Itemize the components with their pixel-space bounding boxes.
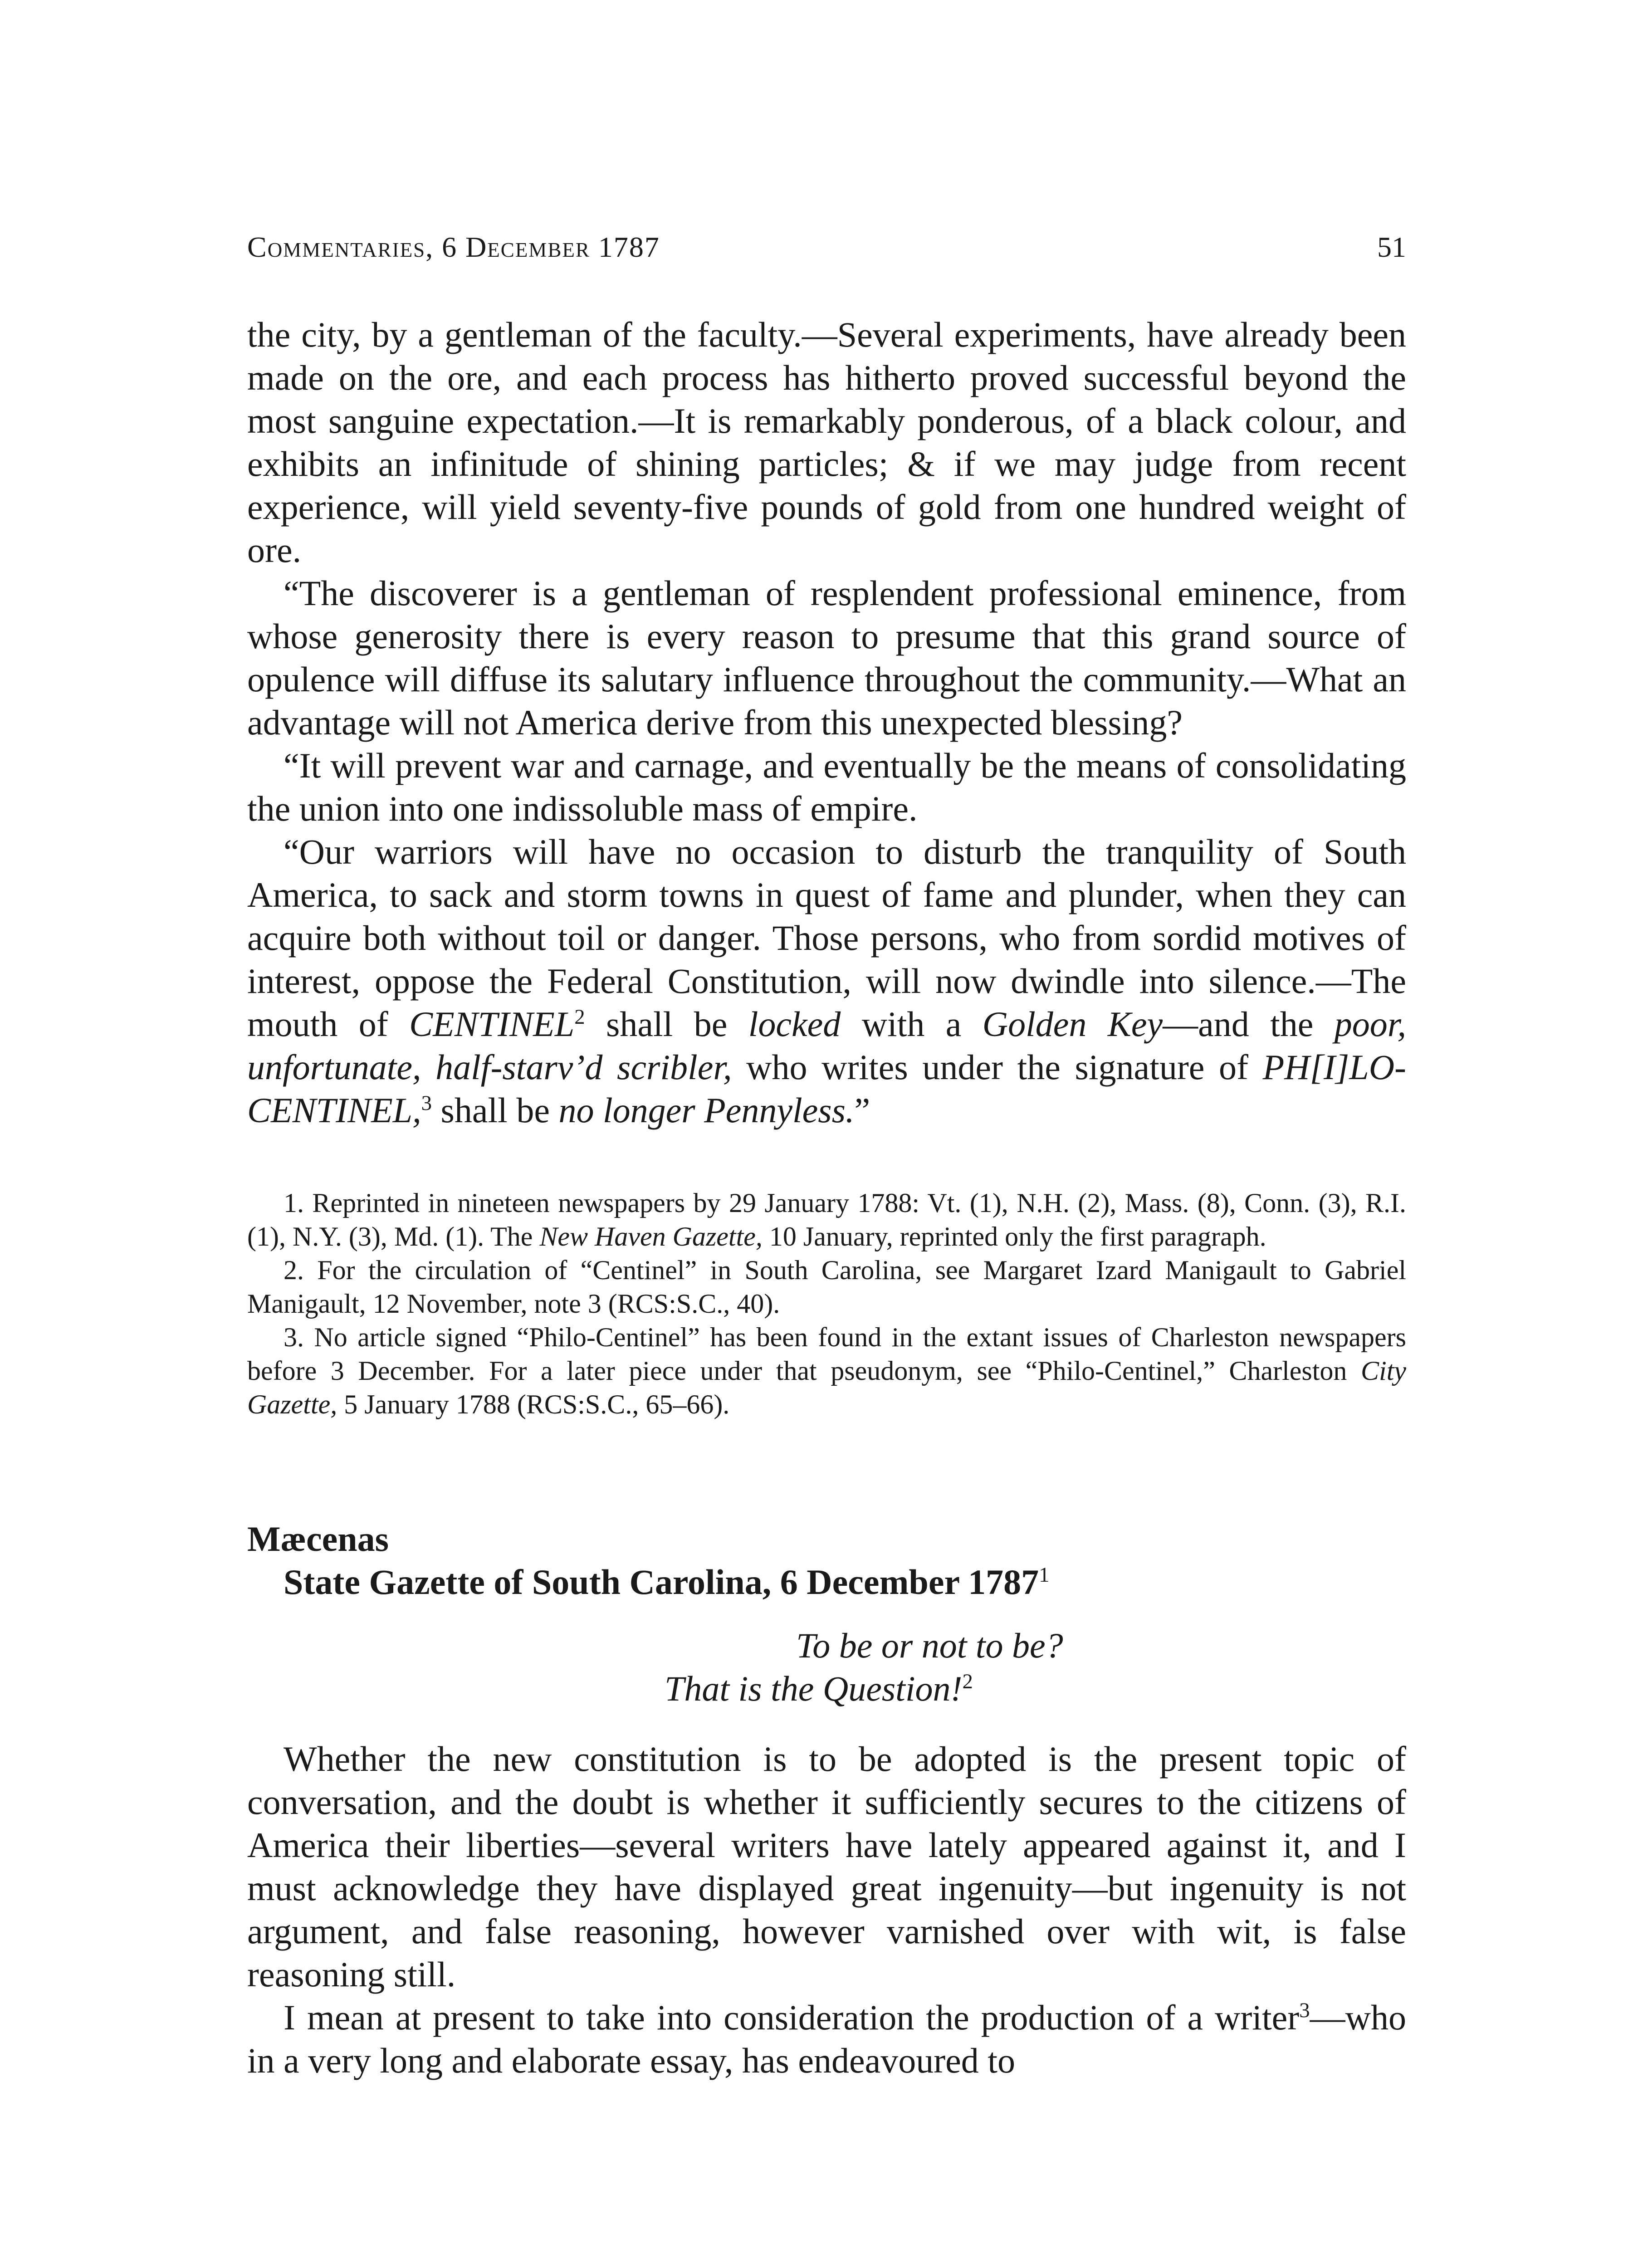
footnote: 2. For the circulation of “Centinel” in South Carolina, see Margaret Izard Manigault to Gabriel Manigault, 12 November, note 3 (RCS:S.C., 40). [247,1255,1406,1319]
italic-text: City Gazette, [247,1356,1406,1419]
text-run: 3. No article signed “Philo-Centinel” has been found in the extant issues of Charleston newspapers before 3 December. For a later piece under that pseudonym, see “Philo-Centinel,” Charleston [247,1322,1406,1386]
text-run: who writes under the signature of [732,1047,1263,1087]
italic-text: New Haven Gazette, [539,1222,763,1251]
footnotes [247,1186,1406,1421]
text-run: shall be [585,1004,748,1044]
footnote-ref: 2 [962,1670,973,1693]
italic-text: PH[I]LO-CENTINEL, [247,1047,1406,1130]
epigraph-line: To be or not to be? [796,1626,1063,1665]
text-run: 1. Reprinted in nineteen newspapers by 29 January 1788: Vt. (1), N.H. (2), Mass. (8), Conn. (3), R.I. (1), N.Y. (3), Md. (1). The [247,1188,1406,1251]
footnote [247,1320,1406,1421]
text-run: ” [854,1090,870,1130]
footnote [247,1186,1406,1253]
article-heading [247,1517,1406,1603]
footnote-ref: 3 [421,1091,432,1115]
epigraph-line [665,1667,1406,1710]
text-run: 5 January 1788 (RCS:S.C., 65–66). [337,1389,730,1419]
text-run: shall be [432,1090,559,1130]
text-run: 10 January, reprinted only the first paragraph. [762,1222,1266,1251]
italic-text: Golden Key [982,1004,1163,1044]
epigraph [247,1624,1406,1710]
article-source [284,1560,1406,1603]
epigraph-text: That is the Question! [665,1669,963,1708]
text-run: —who in a very long and elaborate essay, has endeavoured to [247,1998,1406,2080]
running-head-title: Commentaries, 6 December 1787 [247,231,660,263]
paragraph: Whether the new constitution is to be adopted is the present topic of conversation, and the doubt is whether it sufficiently secures to the citizens of America their liberties—several writers have lately appeared against it, and I must acknowledge they have displayed great ingenuity—but ingenuity is not argument, and false reasoning, however varnished over with wit, is false reasoning still. [247,1739,1406,1994]
page-number: 51 [1377,231,1406,263]
text-run: with a [841,1004,983,1044]
footnote-ref: 3 [1299,1999,1310,2022]
running-head [247,227,1406,268]
text-run: —and the [1163,1004,1335,1044]
text-run: I mean at present to take into consideration the production of a writer [284,1998,1300,2037]
italic-text: locked [748,1004,841,1044]
article-author: Mæcenas [247,1519,389,1559]
footnote-ref: 2 [574,1005,585,1029]
article-text [247,1737,1406,2082]
italic-text: CENTINEL [409,1004,575,1044]
paragraph: “The discoverer is a gentleman of resplendent professional eminence, from whose generosity there is every reason to presume that this grand source of opulence will diffuse its salutary influence throughout the community.—What an advantage will not America derive from this unexpected blessing? [247,573,1406,742]
text-run: “Our warriors will have no occasion to disturb the tranquility of South America, to sack and storm towns in quest of fame and plunder, when they can acquire both without toil or danger. Those persons, who from sordid motives of interest, oppose the Federal Constitution, will now dwindle into silence.—The mouth of [247,832,1406,1044]
source-text: State Gazette of South Carolina, 6 December 1787 [284,1562,1039,1602]
italic-text: poor, unfortunate, half-starv’d scribler, [247,1004,1407,1087]
paragraph: the city, by a gentleman of the faculty.—Several experiments, have already been made on the ore, and each process has hitherto proved successful beyond the most sanguine expectation.—It is remarkably ponderous, of a black colour, and exhibits an infinitude of shining particles; & if we may judge from recent experience, will yield seventy-five pounds of gold from one hundred weight of ore. [247,315,1406,570]
footnote-ref: 1 [1039,1563,1050,1587]
paragraph [247,1996,1406,2082]
italic-text: no longer Pennyless. [558,1090,855,1130]
main-text [247,313,1406,1132]
paragraph [247,830,1406,1132]
paragraph: “It will prevent war and carnage, and eventually be the means of consolidating the union into one indissoluble mass of empire. [247,746,1406,828]
